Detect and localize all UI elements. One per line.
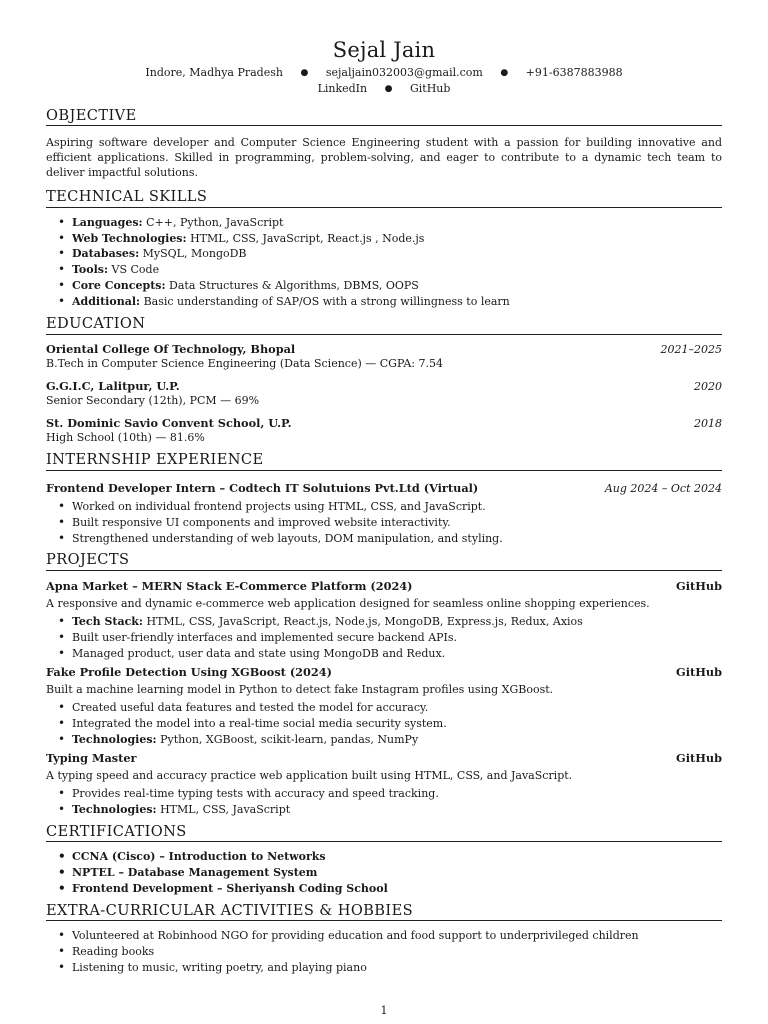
skill-label: Tools:	[72, 263, 109, 277]
bullet-separator: ●	[300, 68, 309, 78]
skill-label: Additional:	[72, 294, 141, 308]
skill-value: Data Structures & Algorithms, DBMS, OOPS	[169, 278, 419, 292]
internship-entry	[46, 481, 722, 546]
skill-label: Web Technologies:	[72, 231, 187, 245]
list-item: • Created useful data features and tested the model for accuracy.	[58, 700, 722, 716]
project-github-link[interactable]: GitHub	[676, 579, 722, 594]
section-title-education: EDUCATION	[46, 316, 722, 335]
bullet-value: HTML, CSS, JavaScript, React.js, Node.js, MongoDB, Express.js, Redux, Axios	[146, 615, 583, 629]
project-github-link[interactable]: GitHub	[676, 751, 722, 766]
section-title-internship: INTERNSHIP EXPERIENCE	[46, 452, 722, 471]
section-title-certifications: CERTIFICATIONS	[46, 824, 722, 843]
skill-label: Languages:	[72, 216, 143, 230]
project-name: Fake Profile Detection Using XGBoost (2024)	[46, 665, 332, 680]
candidate-name: Sejal Jain	[332, 38, 436, 62]
section-title-projects: PROJECTS	[46, 552, 722, 571]
bullet-separator: ●	[384, 84, 393, 95]
skill-item	[58, 215, 722, 231]
linkedin-link[interactable]: LinkedIn	[317, 82, 368, 96]
bullet-label: Technologies:	[72, 732, 157, 746]
skill-value: MySQL, MongoDB	[142, 247, 247, 261]
skill-label: Core Concepts:	[72, 278, 166, 292]
list-item: • Built user-friendly interfaces and implemented secure backend APIs.	[58, 630, 722, 646]
list-item: • NPTEL – Database Management System	[58, 865, 722, 881]
education-entry	[46, 379, 722, 408]
internship-date: Aug 2024 – Oct 2024	[604, 481, 722, 495]
objective-text: Aspiring software developer and Computer Science Engineering student with a passion for building innovative and efficient applications. Skilled in programming, problem-solving, and eager to contribute to a dynamic tech team to deliver impactful solutions.	[46, 136, 722, 179]
project-bullets	[46, 700, 722, 747]
project-entry	[46, 579, 722, 661]
project-entry	[46, 665, 722, 747]
skill-item	[58, 246, 722, 262]
list-item: • Reading books	[58, 944, 722, 960]
skill-item	[58, 262, 722, 278]
profile-links	[46, 82, 722, 96]
education-date: 2020	[694, 380, 722, 394]
project-description: A responsive and dynamic e-commerce web application designed for seamless online shopping experiences.	[46, 596, 650, 610]
skill-value: C++, Python, JavaScript	[146, 216, 284, 230]
skill-item	[58, 278, 722, 294]
email-link[interactable]: sejaljain032003@gmail.com	[325, 66, 483, 79]
education-detail: Senior Secondary (12th), PCM — 69%	[46, 394, 260, 408]
project-description: Built a machine learning model in Python to detect fake Instagram profiles using XGBoost.	[46, 682, 554, 696]
education-entry	[46, 416, 722, 445]
internship-role: Frontend Developer Intern – Codtech IT Solutuions Pvt.Ltd (Virtual)	[46, 480, 479, 495]
bullet-separator: ●	[500, 68, 509, 78]
section-title-skills: TECHNICAL SKILLS	[46, 189, 722, 208]
skill-value: HTML, CSS, JavaScript, React.js , Node.js	[190, 231, 425, 245]
list-item: • Volunteered at Robinhood NGO for providing education and food support to underprivileged children	[58, 928, 722, 944]
page-number: 1	[380, 1004, 388, 1017]
bullet-label: Tech Stack:	[72, 615, 143, 629]
list-item: • Managed product, user data and state using MongoDB and Redux.	[58, 646, 722, 662]
education-date: 2021–2025	[660, 343, 722, 357]
skill-item	[58, 231, 722, 247]
github-link[interactable]: GitHub	[409, 82, 451, 96]
education-detail: High School (10th) — 81.6%	[46, 431, 205, 445]
school-name: G.G.I.C, Lalitpur, U.P.	[46, 379, 180, 394]
list-item: • Strengthened understanding of web layouts, DOM manipulation, and styling.	[58, 531, 722, 547]
list-item: • Listening to music, writing poetry, and playing piano	[58, 960, 722, 976]
project-name: Apna Market – MERN Stack E-Commerce Platform (2024)	[46, 579, 413, 594]
education-entry	[46, 342, 722, 371]
skill-value: VS Code	[111, 263, 160, 277]
section-title-activities: EXTRA-CURRICULAR ACTIVITIES & HOBBIES	[46, 903, 722, 922]
project-bullets	[46, 786, 722, 817]
list-item: • CCNA (Cisco) – Introduction to Networks	[58, 849, 722, 865]
list-item: • Provides real-time typing tests with accuracy and speed tracking.	[58, 786, 722, 802]
skills-list	[46, 215, 722, 309]
project-github-link[interactable]: GitHub	[676, 665, 722, 680]
internship-bullets	[46, 499, 722, 546]
list-item	[58, 802, 722, 818]
list-item	[58, 732, 722, 748]
skill-item	[58, 294, 722, 310]
certifications-list	[46, 849, 722, 896]
list-item: • Integrated the model into a real-time social media security system.	[58, 716, 722, 732]
list-item	[58, 614, 722, 630]
list-item: • Built responsive UI components and improved website interactivity.	[58, 515, 722, 531]
activities-list	[46, 928, 722, 975]
education-detail: B.Tech in Computer Science Engineering (Data Science) — CGPA: 7.54	[46, 357, 443, 371]
school-name: Oriental College Of Technology, Bhopal	[46, 342, 296, 357]
project-entry	[46, 751, 722, 817]
skill-label: Databases:	[72, 247, 140, 261]
project-bullets	[46, 614, 722, 661]
list-item: • Frontend Development – Sheriyansh Coding School	[58, 881, 722, 897]
education-date: 2018	[694, 417, 722, 431]
contact-line	[46, 66, 722, 80]
bullet-value: HTML, CSS, JavaScript	[160, 802, 291, 816]
phone-text: +91-6387883988	[525, 66, 623, 79]
project-name: Typing Master	[46, 751, 137, 766]
section-title-objective: OBJECTIVE	[46, 108, 722, 127]
project-description: A typing speed and accuracy practice web application built using HTML, CSS, and JavaScript.	[46, 768, 573, 782]
skill-value: Basic understanding of SAP/OS with a strong willingness to learn	[143, 294, 510, 308]
bullet-label: Technologies:	[72, 802, 157, 816]
location-text: Indore, Madhya Pradesh	[145, 66, 283, 79]
school-name: St. Dominic Savio Convent School, U.P.	[46, 416, 292, 431]
resume-page	[46, 0, 722, 975]
bullet-value: Python, XGBoost, scikit-learn, pandas, NumPy	[160, 732, 419, 746]
list-item: • Worked on individual frontend projects using HTML, CSS, and JavaScript.	[58, 499, 722, 515]
